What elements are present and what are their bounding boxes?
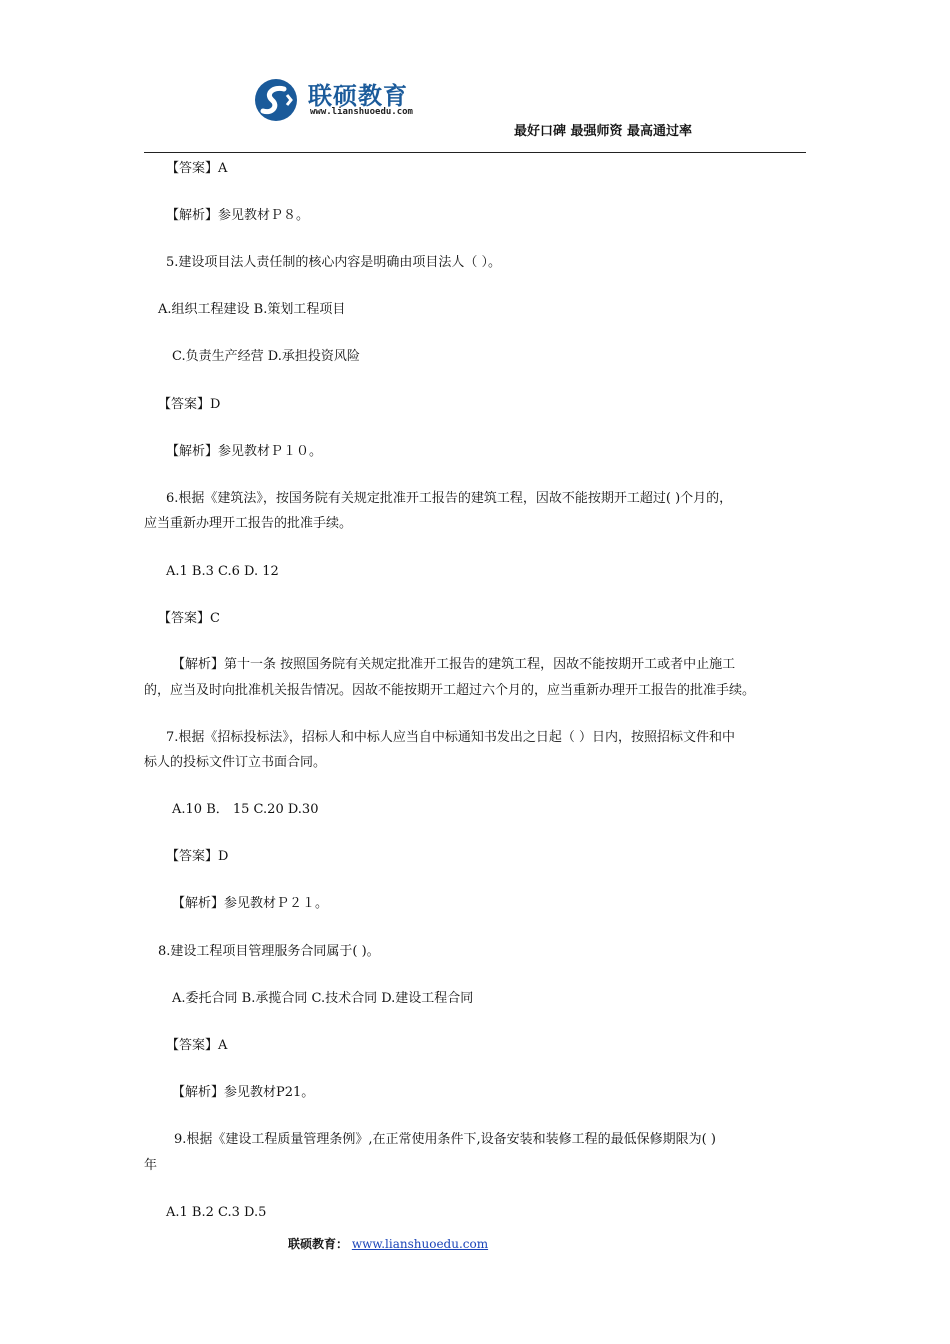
header-divider [144,152,806,153]
question-7-line-2: 标人的投标文件订立书面合同。 [144,755,327,770]
analysis-6-line-2: 的，应当及时向批准机关报告情况。因故不能按期开工超过六个月的，应当重新办理开工报告的批准手续。 [144,683,756,698]
answer-5: 【答案】D [158,397,221,412]
brand-logo-icon [254,78,298,122]
question-8: 8.建设工程项目管理服务合同属于( )。 [158,944,380,959]
answer-8: 【答案】A [166,1038,228,1053]
analysis-8: 【解析】参见教材P21。 [172,1085,315,1100]
question-6-options: A.1 B.3 C.6 D. 12 [166,564,279,579]
question-7-options: A.10 B． 15 C.20 D.30 [172,802,319,817]
analysis-4: 【解析】参见教材Ｐ８。 [166,208,310,223]
question-5: 5.建设项目法人责任制的核心内容是明确由项目法人（ ）。 [166,255,502,270]
page-footer [288,1235,488,1252]
brand-logo [254,74,454,124]
answer-7: 【答案】D [166,849,229,864]
analysis-7: 【解析】参见教材Ｐ２１。 [172,896,329,911]
answer-6: 【答案】C [158,611,220,626]
question-9-options: A.1 B.2 C.3 D.5 [166,1205,267,1220]
footer-label: 联硕教育： [288,1237,349,1251]
question-6-line-1: 6.根据《建筑法》，按国务院有关规定批准开工报告的建筑工程，因故不能按期开工超过( )个月的， [166,491,733,506]
question-5-options-cd: C.负责生产经营 D.承担投资风险 [172,349,360,364]
question-5-options-ab: A.组织工程建设 B.策划工程项目 [158,302,346,317]
question-8-options: A.委托合同 B.承揽合同 C.技术合同 D.建设工程合同 [172,991,474,1006]
question-9-line-1: 9.根据《建设工程质量管理条例》,在正常使用条件下,设备安装和装修工程的最低保修期限为( ) [174,1132,716,1147]
brand-url: www.lianshuoedu.com [310,107,413,117]
question-7-line-1: 7.根据《招标投标法》，招标人和中标人应当自中标通知书发出之日起（ ）日内，按照招标文件和中 [166,730,736,745]
question-9-line-2: 年 [144,1158,158,1173]
question-6-line-2: 应当重新办理开工报告的批准手续。 [144,516,353,531]
analysis-5: 【解析】参见教材Ｐ１０。 [166,444,323,459]
answer-4: 【答案】A [166,161,228,176]
analysis-6-line-1: 【解析】第十一条 按照国务院有关规定批准开工报告的建筑工程，因故不能按期开工或者中止施工 [172,657,736,672]
footer-website-link[interactable]: www.lianshuoedu.com [351,1237,489,1251]
header-slogan: 最好口碑 最强师资 最高通过率 [514,124,693,139]
brand-name: 联硕教育 [308,82,408,110]
